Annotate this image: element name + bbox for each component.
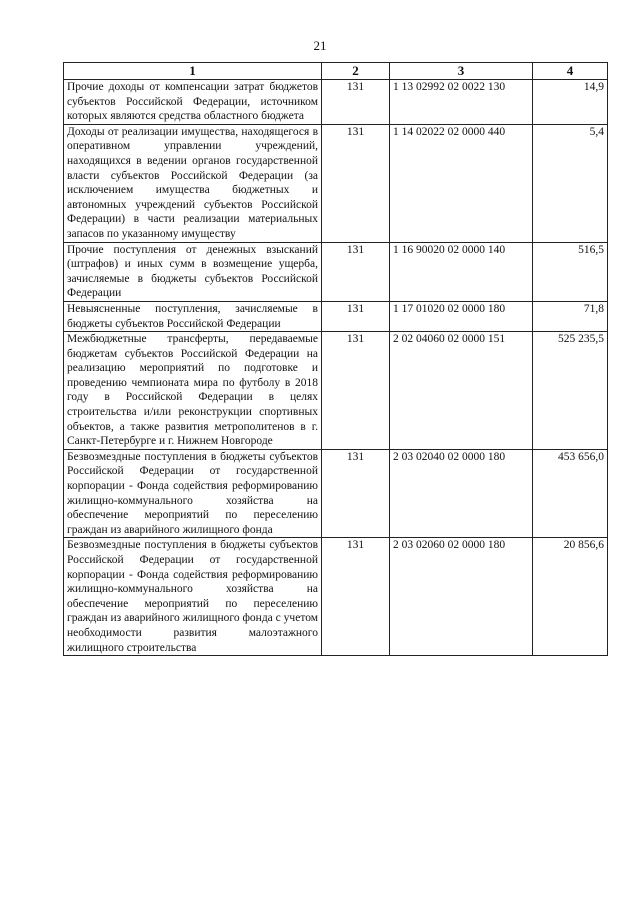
row-admin-code: 131 xyxy=(322,80,390,125)
row-kbk: 2 02 04060 02 0000 151 xyxy=(390,332,533,450)
row-description: Доходы от реализации имущества, находящегося в оперативном управлении учреждений, находящихся в ведении органов государственной власти субъектов Российской Федерации (за исключением имущества бюджетных и автономных учреждений субъектов Российской Федерации) в части реализации материальных запасов по указанному имуществу xyxy=(64,124,322,242)
row-admin-code: 131 xyxy=(322,301,390,331)
header-col-4: 4 xyxy=(533,63,608,80)
row-kbk: 1 17 01020 02 0000 180 xyxy=(390,301,533,331)
row-admin-code: 131 xyxy=(322,124,390,242)
row-admin-code: 131 xyxy=(322,449,390,538)
row-description: Прочие доходы от компенсации затрат бюджетов субъектов Российской Федерации, источником которых являются средства областного бюджета xyxy=(64,80,322,125)
table-row xyxy=(64,538,608,656)
header-row xyxy=(64,63,608,80)
row-admin-code: 131 xyxy=(322,538,390,656)
table-row xyxy=(64,242,608,301)
row-admin-code: 131 xyxy=(322,332,390,450)
revenue-table xyxy=(63,62,608,656)
row-admin-code: 131 xyxy=(322,242,390,301)
row-amount: 525 235,5 xyxy=(533,332,608,450)
table-row xyxy=(64,301,608,331)
row-amount: 14,9 xyxy=(533,80,608,125)
row-amount: 453 656,0 xyxy=(533,449,608,538)
row-kbk: 2 03 02060 02 0000 180 xyxy=(390,538,533,656)
row-description: Безвозмездные поступления в бюджеты субъектов Российской Федерации от государственной корпорации - Фонда содействия реформированию жилищно-коммунального хозяйства на обеспечение мероприятий по переселению граждан из аварийного жилищного фонда с учетом необходимости развития малоэтажного жилищного строительства xyxy=(64,538,322,656)
table-row xyxy=(64,332,608,450)
row-description: Прочие поступления от денежных взысканий (штрафов) и иных сумм в возмещение ущерба, зачисляемые в бюджеты субъектов Российской Федерации xyxy=(64,242,322,301)
row-amount: 20 856,6 xyxy=(533,538,608,656)
row-description: Невыясненные поступления, зачисляемые в бюджеты субъектов Российской Федерации xyxy=(64,301,322,331)
header-col-2: 2 xyxy=(322,63,390,80)
table-row xyxy=(64,449,608,538)
row-description: Межбюджетные трансферты, передаваемые бюджетам субъектов Российской Федерации на реализацию мероприятий по подготовке и проведению чемпионата мира по футболу в 2018 году в Российской Федерации в целях строительства и/или реконструкции спортивных объектов, а также развития метрополитенов в г. Санкт-Петербурге и г. Нижнем Новгороде xyxy=(64,332,322,450)
table-row xyxy=(64,80,608,125)
row-amount: 71,8 xyxy=(533,301,608,331)
table-row xyxy=(64,124,608,242)
row-kbk: 1 14 02022 02 0000 440 xyxy=(390,124,533,242)
page-number: 21 xyxy=(313,38,327,53)
row-amount: 516,5 xyxy=(533,242,608,301)
row-kbk: 2 03 02040 02 0000 180 xyxy=(390,449,533,538)
row-description: Безвозмездные поступления в бюджеты субъектов Российской Федерации от государственной корпорации - Фонда содействия реформированию жилищно-коммунального хозяйства на обеспечение мероприятий по переселению граждан из аварийного жилищного фонда xyxy=(64,449,322,538)
row-kbk: 1 16 90020 02 0000 140 xyxy=(390,242,533,301)
row-amount: 5,4 xyxy=(533,124,608,242)
header-col-3: 3 xyxy=(390,63,533,80)
header-col-1: 1 xyxy=(64,63,322,80)
row-kbk: 1 13 02992 02 0022 130 xyxy=(390,80,533,125)
